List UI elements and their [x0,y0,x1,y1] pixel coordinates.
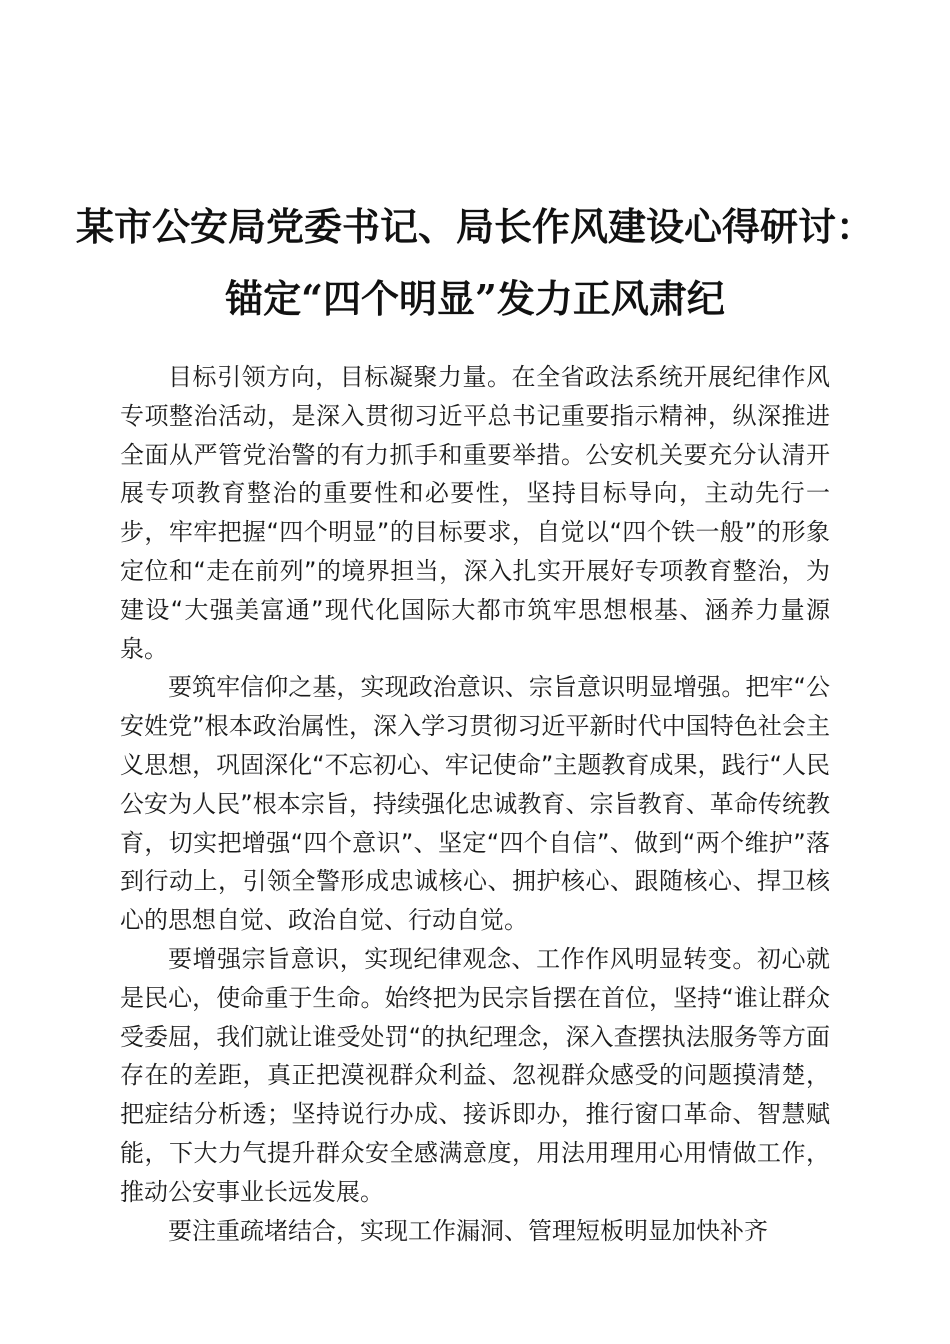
paragraph-discipline-style: 要增强宗旨意识，实现纪律观念、工作作风明显转变。初心就是民心，使命重于生命。始终把为民宗旨摆在首位，坚持“谁让群众受委屈，我们就让谁受处罚“的执纪理念，深入查摆执法服务等方面存在的差距，真正把漠视群众利益、忽视群众感受的问题摸清楚，把症结分析透；坚持说行办成、接诉即办，推行窗口革命、智慧赋能，下大力气提升群众安全感满意度，用法用理用心用情做工作，推动公安事业长远发展。 [120,944,830,1206]
document-title-line-1: 某市公安局党委书记、局长作风建设心得研讨： [75,204,874,249]
paragraph-intro: 目标引领方向，目标凝聚力量。在全省政法系统开展纪律作风专项整治活动，是深入贯彻习近平总书记重要指示精神，纵深推进全面从严管党治警的有力抓手和重要举措。公安机关要充分认清开展专项教育整治的重要性和必要性，坚持目标导向，主动先行一步，牢牢把握“四个明显”的目标要求，自觉以“四个铁一般”的形象定位和“走在前列”的境界担当，深入扎实开展好专项教育整治，为建设“大强美富通”现代化国际大都市筑牢思想根基、涵养力量源泉。 [120,363,830,663]
paragraph-management-gaps: 要注重疏堵结合，实现工作漏洞、管理短板明显加快补齐 [168,1216,768,1245]
document-body [120,358,830,1250]
paragraph-political-awareness: 要筑牢信仰之基，实现政治意识、宗旨意识明显增强。把牢“公安姓党”根本政治属性，深入学习贯彻习近平新时代中国特色社会主义思想，巩固深化“不忘初心、牢记使命”主题教育成果，践行“人民公安为人民”根本宗旨，持续强化忠诚教育、宗旨教育、革命传统教育，切实把增强“四个意识”、坚定“四个自信”、做到“两个维护”落到行动上，引领全警形成忠诚核心、拥护核心、跟随核心、捍卫核心的思想自觉、政治自觉、行动自觉。 [120,673,830,935]
document-title-line-2: 锚定“四个明显”发力正风肃纪 [225,276,725,321]
